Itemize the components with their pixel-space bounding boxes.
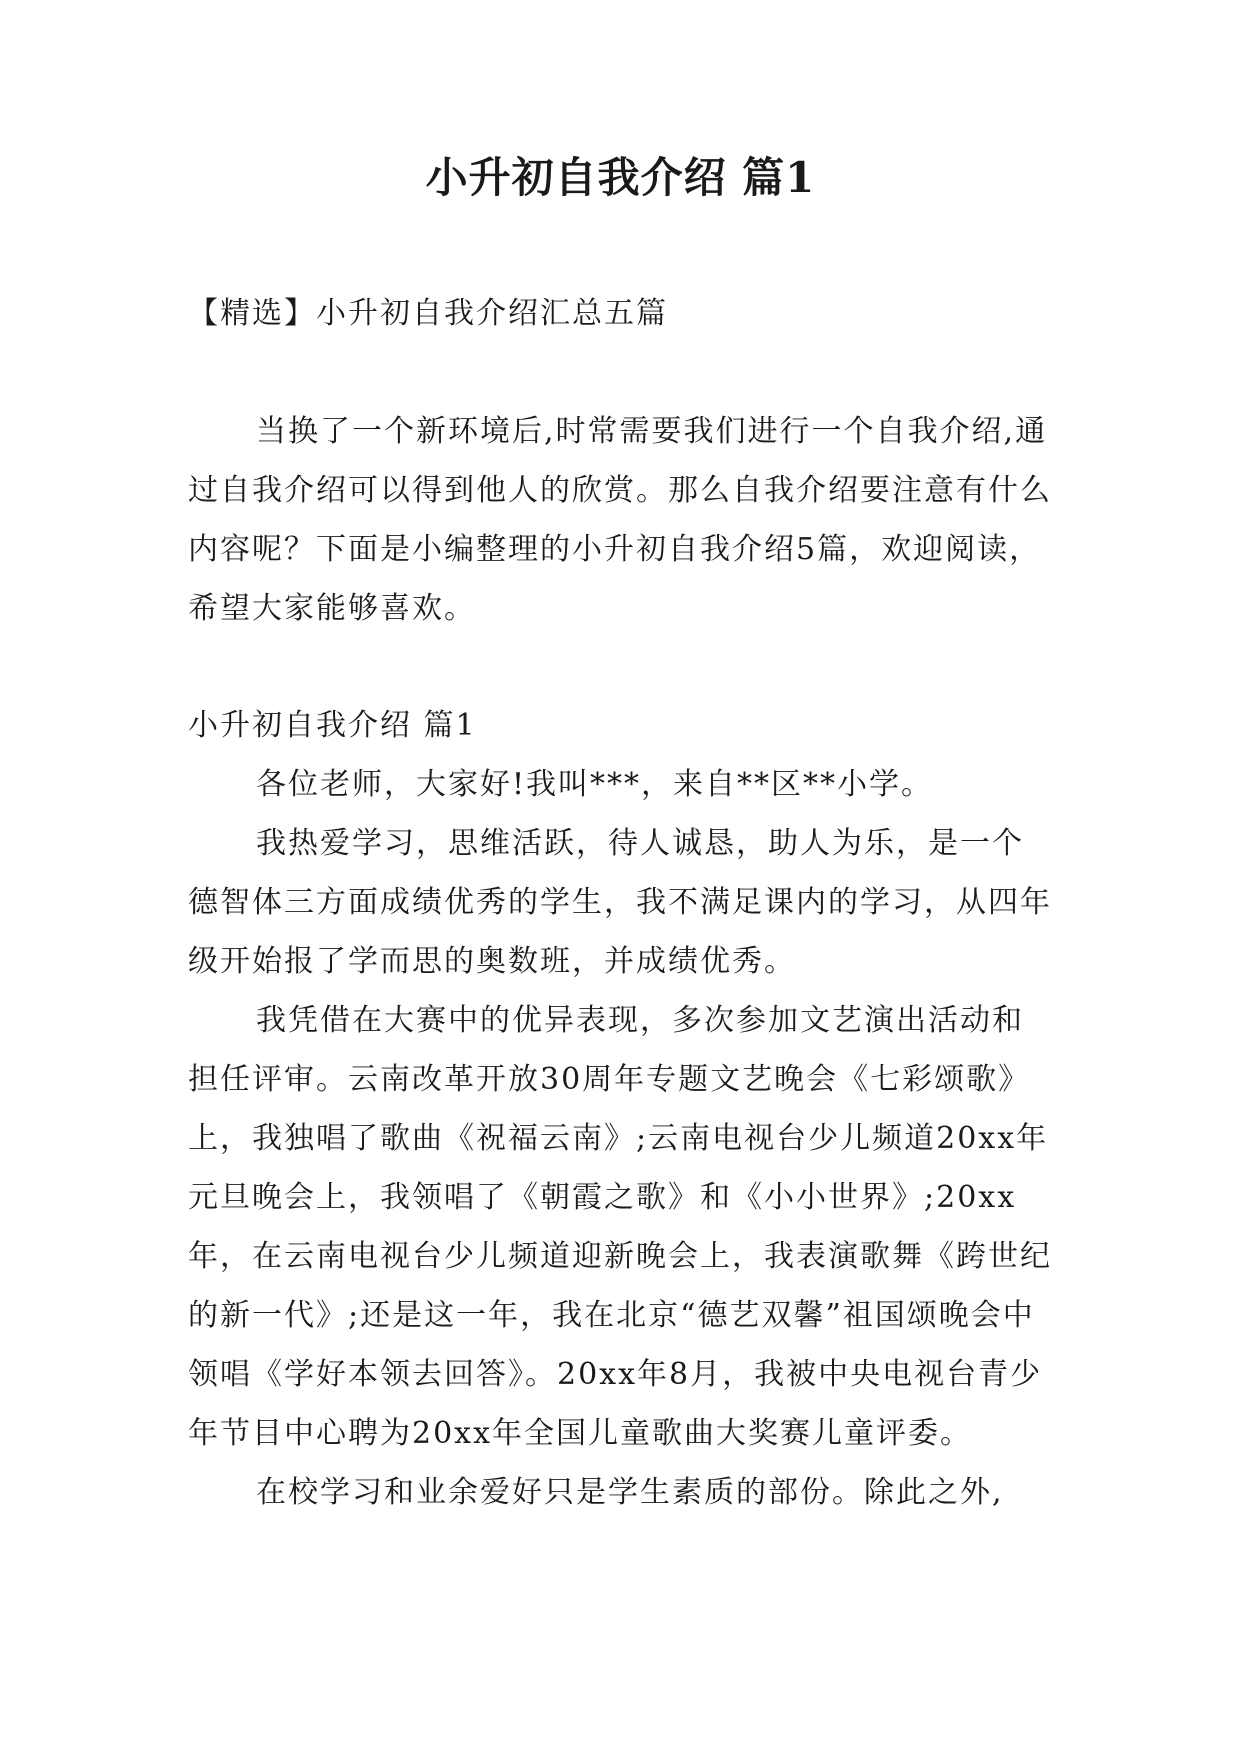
article-paragraph-greeting: 各位老师，大家好!我叫***，来自**区**小学。 [256,767,934,802]
document-subtitle: 【精选】小升初自我介绍汇总五篇 [188,296,668,331]
section-heading: 小升初自我介绍 篇1 [188,708,477,743]
intro-paragraph: 当换了一个新环境后,时常需要我们进行一个自我介绍,通过自我介绍可以得到他人的欣赏。那么自我介绍要注意有什么内容呢？下面是小编整理的小升初自我介绍5篇，欢迎阅读，希望大家能够喜欢。 [188,414,1052,626]
article-body [188,755,1054,1522]
document-title: 小升初自我介绍 篇1 [425,153,816,202]
article-paragraph-qualities: 在校学习和业余爱好只是学生素质的部份。除此之外, [256,1475,1004,1510]
article-paragraph-study: 我热爱学习，思维活跃，待人诚恳，助人为乐，是一个德智体三方面成绩优秀的学生，我不满足课内的学习，从四年级开始报了学而思的奥数班，并成绩优秀。 [188,826,1052,979]
article-paragraph-performances: 我凭借在大赛中的优异表现，多次参加文艺演出活动和担任评审。云南改革开放30周年专题文艺晚会《七彩颂歌》上，我独唱了歌曲《祝福云南》;云南电视台少儿频道20xx年元旦晚会上，我领唱了《朝霞之歌》和《小小世界》;20xx年，在云南电视台少儿频道迎新晚会上，我表演歌舞《跨世纪的新一代》;还是这一年，我在北京“德艺双馨”祖国颂晚会中领唱《学好本领去回答》。20xx年8月，我被中央电视台青少年节目中心聘为20xx年全国儿童歌曲大奖赛儿童评委。 [188,1003,1052,1451]
